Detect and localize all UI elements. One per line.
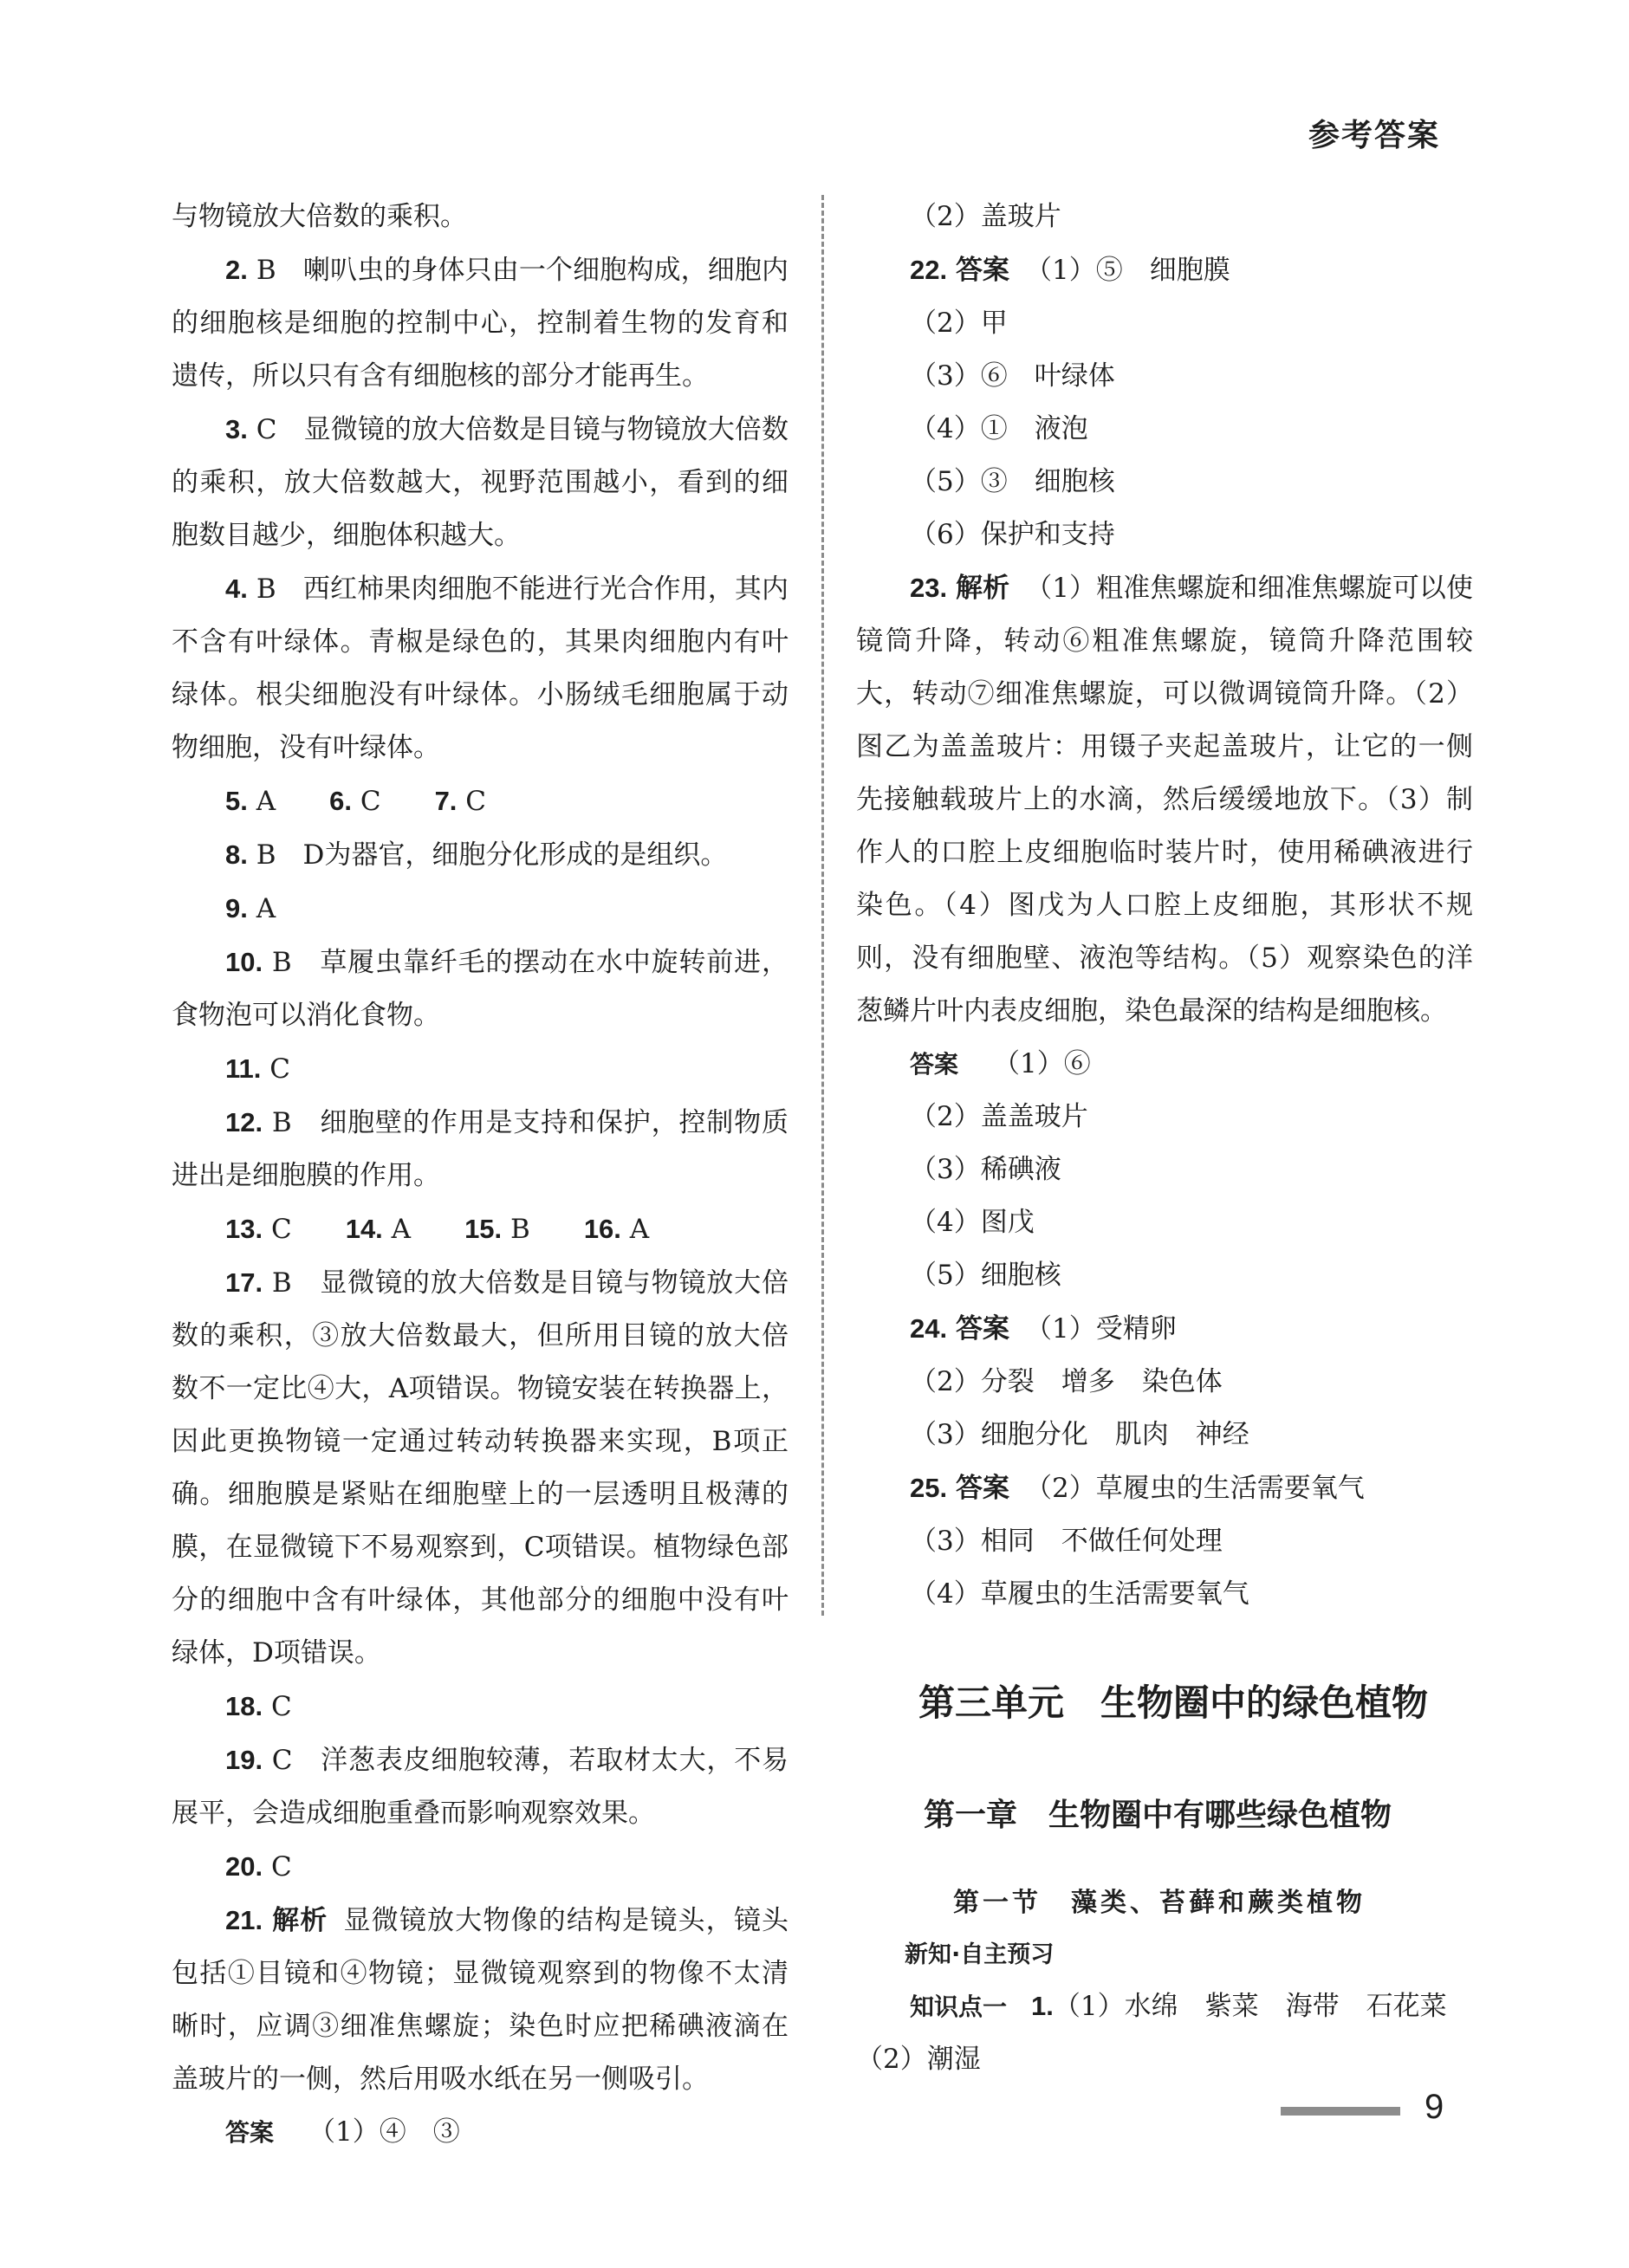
- answer-line: （2）分裂 增多 染色体: [910, 1366, 1223, 1397]
- answer-item-23-answer: 答案 （1）⑥: [910, 1048, 1091, 1079]
- answer-item-17: 17. B 显微镜的放大倍数是目镜与物镜放大倍数的乘积，③放大倍数最大，但所用目镜的放大倍数不一定比④大，A项错误。物镜安装在转换器上，因此更换物镜一定通过转动转换器来实现，B项正确。细胞膜是紧贴在细胞壁上的一层透明且极薄的膜，在显微镜下不易观察到，C项错误。植物绿色部分的细胞中含有叶绿体，其他部分的细胞中没有叶绿体，D项错误。: [172, 1267, 789, 1669]
- column-divider: [821, 195, 824, 1616]
- answer-line: （2）盖盖玻片: [910, 1101, 1088, 1132]
- answer-item-18: 18. C: [225, 1691, 292, 1722]
- chapter-title: 第一章 生物圈中有哪些绿色植物: [924, 1798, 1392, 1833]
- answer-line: 与物镜放大倍数的乘积。: [172, 201, 467, 232]
- footer-bar: [1281, 2107, 1400, 2116]
- answer-line: （2）甲: [910, 308, 1008, 339]
- sub-heading: 新知·自主预习: [905, 1941, 1055, 1968]
- answer-item-9: 9. A: [225, 893, 276, 924]
- answer-item-2: 2. B 喇叭虫的身体只由一个细胞构成，细胞内的细胞核是细胞的控制中心，控制着生物的发育和遗传，所以只有含有细胞核的部分才能再生。: [172, 255, 789, 392]
- answer-item-22: 22. 答案 （1）⑤ 细胞膜: [910, 255, 1230, 286]
- answer-item-24: 24. 答案 （1）受精卵: [910, 1313, 1177, 1345]
- answer-item-21-answer: 答案 （1）④ ③: [225, 2116, 460, 2148]
- knowledge-point-line: 知识点一 1.（1）水绵 紫菜 海带 石花菜: [910, 1991, 1447, 2022]
- answer-item-5-7: 5. A 6. C 7. C: [225, 786, 487, 817]
- answer-line: （3）⑥ 叶绿体: [910, 360, 1115, 392]
- answer-item-8: 8. B D为器官，细胞分化形成的是组织。: [225, 839, 728, 871]
- answer-line: （4）① 液泡: [910, 413, 1088, 444]
- answer-item-12: 12. B 细胞壁的作用是支持和保护，控制物质进出是细胞膜的作用。: [172, 1107, 789, 1191]
- answer-item-11: 11. C: [225, 1053, 290, 1085]
- answer-item-25: 25. 答案 （2）草履虫的生活需要氧气: [910, 1473, 1365, 1504]
- answer-item-23: 23. 解析 （1）粗准焦螺旋和细准焦螺旋可以使镜筒升降，转动⑥粗准焦螺旋，镜筒升降范围较大，转动⑦细准焦螺旋，可以微调镜筒升降。（2）图乙为盖盖玻片：用镊子夹起盖玻片，让它的一侧先接触载玻片上的水滴，然后缓缓地放下。（3）制作人的口腔上皮细胞临时装片时，使用稀碘液进行染色。（4）图戊为人口腔上皮细胞，其形状不规则，没有细胞壁、液泡等结构。（5）观察染色的洋葱鳞片叶内表皮细胞，染色最深的结构是细胞核。: [856, 573, 1474, 1027]
- answer-line: （2）潮湿: [856, 2044, 981, 2075]
- left-column: [172, 191, 789, 2159]
- answer-line: （2）盖玻片: [910, 201, 1061, 232]
- answer-item-21: 21. 解析 显微镜放大物像的结构是镜头，镜头包括①目镜和④物镜；显微镜观察到的物像不太清晰时，应调③细准焦螺旋；染色时应把稀碘液滴在盖玻片的一侧，然后用吸水纸在另一侧吸引。: [172, 1905, 789, 2095]
- answer-item-19: 19. C 洋葱表皮细胞较薄，若取材太大，不易展平，会造成细胞重叠而影响观察效果。: [172, 1745, 789, 1829]
- answer-item-4: 4. B 西红柿果肉细胞不能进行光合作用，其内不含有叶绿体。青椒是绿色的，其果肉细胞内有叶绿体。根尖细胞没有叶绿体。小肠绒毛细胞属于动物细胞，没有叶绿体。: [172, 573, 789, 763]
- answer-line: （6）保护和支持: [910, 519, 1115, 550]
- answer-line: （4）图戊: [910, 1207, 1035, 1238]
- unit-title: 第三单元 生物圈中的绿色植物: [918, 1682, 1429, 1724]
- answer-item-13-16: 13. C 14. A 15. B 16. A: [225, 1214, 650, 1245]
- answer-line: （3）稀碘液: [910, 1154, 1061, 1185]
- page-number: 9: [1425, 2088, 1444, 2126]
- answer-line: （3）细胞分化 肌肉 神经: [910, 1419, 1249, 1450]
- answer-line: （5）细胞核: [910, 1260, 1061, 1291]
- answer-line: （5）③ 细胞核: [910, 466, 1115, 497]
- section-title: 第一节 藻类、苔藓和蕨类植物: [953, 1888, 1366, 1918]
- right-column: [856, 191, 1473, 2086]
- answer-item-10: 10. B 草履虫靠纤毛的摆动在水中旋转前进，食物泡可以消化食物。: [172, 947, 789, 1031]
- answer-item-3: 3. C 显微镜的放大倍数是目镜与物镜放大倍数的乘积，放大倍数越大，视野范围越小，看到的细胞数目越少，细胞体积越大。: [172, 414, 789, 551]
- page-header-title: 参考答案: [1308, 118, 1440, 153]
- answer-item-20: 20. C: [225, 1851, 292, 1882]
- answer-line: （4）草履虫的生活需要氧气: [910, 1578, 1249, 1610]
- answer-line: （3）相同 不做任何处理: [910, 1526, 1223, 1557]
